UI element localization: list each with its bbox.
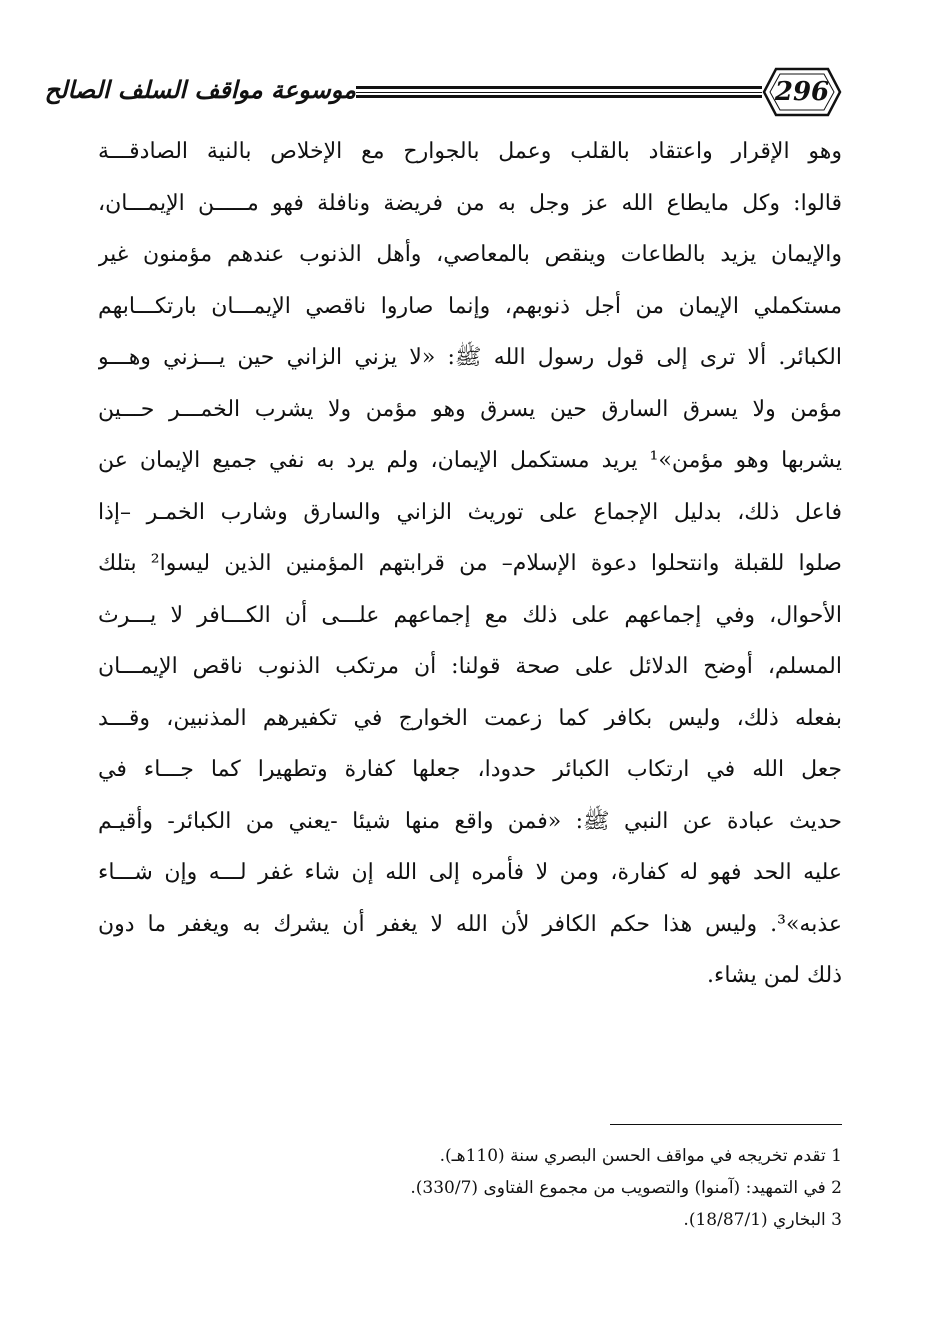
text-line: والإيمان يزيد بالطاعات وينقص بالمعاصي، وأهل الذنوب عندهم مؤمنون غير	[98, 242, 842, 267]
text-line: يشربها وهو مؤمن»¹ يريد مستكمل الإيمان، ولم يرد به نفي جميع الإيمان عن	[98, 448, 842, 473]
page-number-badge	[762, 66, 842, 118]
page-header	[44, 66, 842, 118]
text-line: ذلك لمن يشاء.	[707, 963, 842, 988]
text-line: الأحوال، وفي إجماعهم على ذلك مع إجماعهم علـــى أن الكـــافر لا يـــرث	[98, 602, 842, 628]
text-line: صلوا للقبلة وانتحلوا دعوة الإسلام– من قرابتهم المؤمنين الذين ليسوا² بتلك	[98, 551, 842, 576]
text-line: الكبائر. ألا ترى إلى قول رسول الله ﷺ: «لا يزني الزاني حين يـــزني وهـــو	[98, 345, 842, 370]
series-title: موسوعة مواقف السلف الصالح	[44, 75, 356, 104]
footnote-separator	[610, 1124, 842, 1125]
text-line: قالوا: وكل مايطاع الله عز وجل به من فريضة ونافلة فهو مـــــن الإيمـــان،	[98, 190, 842, 216]
text-line: جعل الله في ارتكاب الكبائر حدودا، جعلها كفارة وتطهيرا كما جـــاء في	[98, 757, 842, 782]
text-line: وهو الإقرار واعتقاد بالقلب وعمل بالجوارح مع الإخلاص بالنية الصادقـــة	[98, 139, 842, 164]
main-text	[98, 126, 842, 1002]
text-line: عذبه»³. وليس هذا حكم الكافر لأن الله لا يغفر أن يشرك به ويغفر ما دون	[98, 911, 842, 937]
text-line: مستكملي الإيمان من أجل ذنوبهم، وإنما صاروا ناقصي الإيمـــان بارتكـــابهم	[98, 293, 842, 319]
header-rule	[356, 95, 762, 98]
text-line: مؤمن ولا يسرق السارق حين يسرق وهو مؤمن ولا يشرب الخمـــر حـــين	[98, 396, 842, 422]
footnote: 1 تقدم تخريجه في مواقف الحسن البصري سنة (110هـ).	[439, 1146, 842, 1166]
text-line: فاعل ذلك، بدليل الإجماع على توريث الزاني والسارق وشارب الخمـر –إذا	[98, 499, 842, 525]
header-rule	[356, 86, 762, 89]
footnote: 2 في التمهيد: (آمنوا) والتصويب من مجموع الفتاوى (330/7).	[410, 1178, 842, 1198]
page-number: 296	[774, 77, 830, 107]
text-line: حديث عبادة عن النبي ﷺ: «فمن واقع منها شيئا -يعني من الكبائر- وأقيـم	[98, 808, 842, 834]
header-rule	[356, 92, 762, 93]
footnote: 3 البخاري (18/87/1).	[683, 1210, 842, 1230]
footnotes	[300, 1140, 842, 1236]
text-line: المسلم، أوضح الدلائل على صحة قولنا: أن مرتكب الذنوب ناقص الإيمـــان	[98, 654, 842, 679]
text-line: عليه الحد فهو له كفارة، ومن لا فأمره إلى الله إن شاء غفر لـــه وإن شـــاء	[98, 860, 842, 885]
text-line: بفعله ذلك، وليس بكافر كما زعمت الخوارج في تكفيرهم المذنبين، وقـــد	[98, 705, 842, 731]
